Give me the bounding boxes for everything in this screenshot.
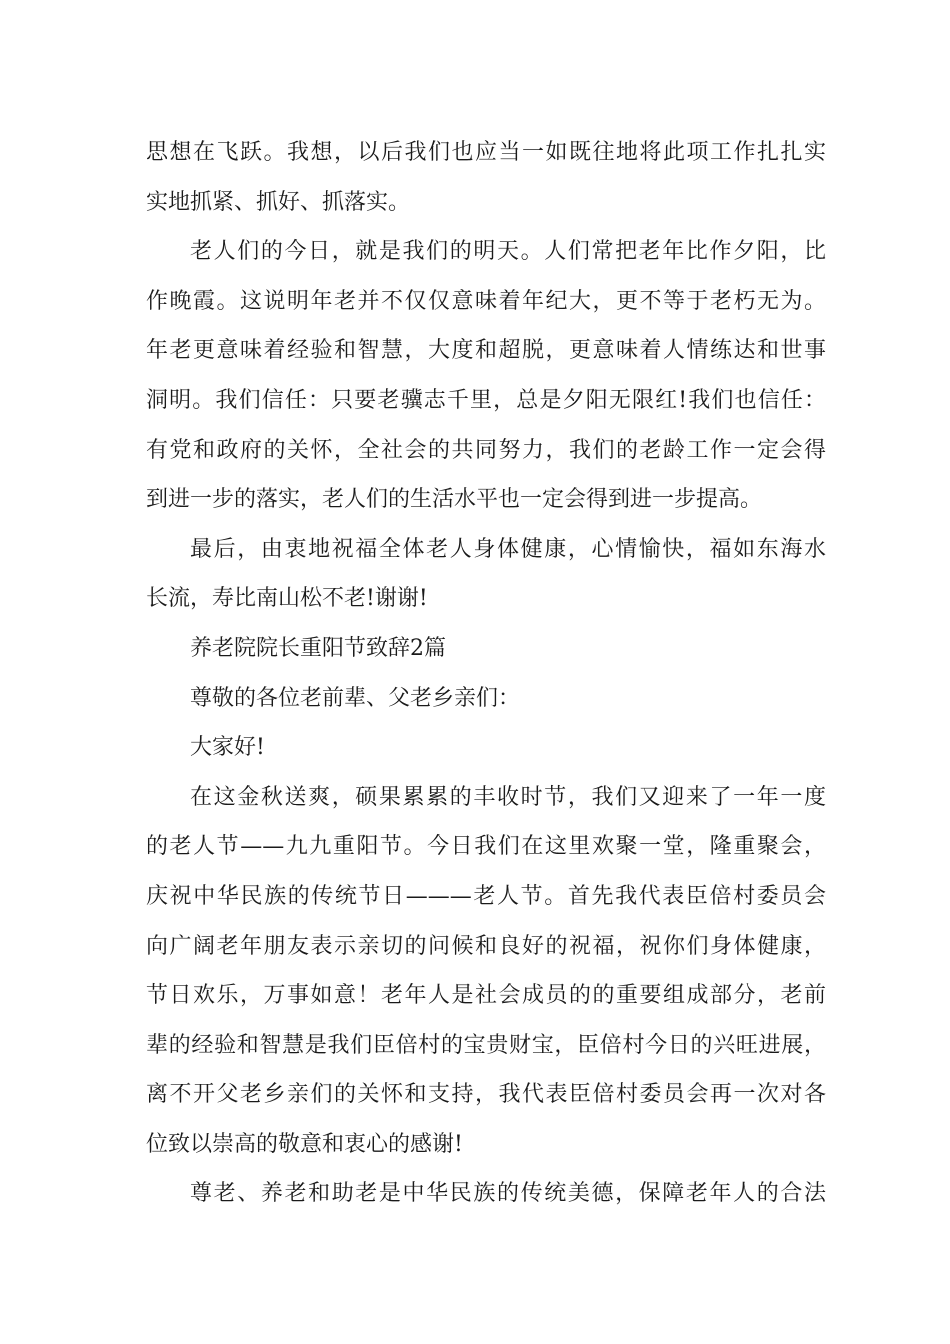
paragraph-start-line: 在这金秋送爽，硕果累累的丰收时节，我们又迎来了一年一度 — [190, 784, 826, 810]
text-line: 节日欢乐，万事如意！老年人是社会成员的的重要组成部分，老前 — [146, 983, 826, 1009]
salutation: 尊敬的各位老前辈、父老乡亲们： — [190, 685, 521, 711]
text-line: 庆祝中华民族的传统节日———老人节。首先我代表臣倍村委员会 — [146, 883, 826, 909]
document-body — [146, 128, 826, 1219]
text-line: 有党和政府的关怀，全社会的共同努力，我们的老龄工作一定会得 — [146, 437, 826, 463]
text-line: 到进一步的落实，老人们的生活水平也一定会得到进一步提高。 — [146, 487, 763, 513]
text-line: 长流，寿比南山松不老!谢谢! — [146, 586, 428, 612]
text-line: 位致以崇高的敬意和衷心的感谢! — [146, 1131, 463, 1157]
text-line: 作晚霞。这说明年老并不仅仅意味着年纪大，更不等于老朽无为。 — [146, 288, 826, 314]
paragraph-start-line: 尊老、养老和助老是中华民族的传统美德，保障老年人的合法 — [190, 1181, 826, 1207]
section-heading: 养老院院长重阳节致辞2篇 — [190, 635, 446, 661]
text-line: 向广阔老年朋友表示亲切的问候和良好的祝福，祝你们身体健康， — [146, 933, 826, 959]
text-line: 离不开父老乡亲们的关怀和支持，我代表臣倍村委员会再一次对各 — [146, 1082, 826, 1108]
text-line: 年老更意味着经验和智慧，大度和超脱，更意味着人情练达和世事 — [146, 338, 826, 364]
paragraph-start-line: 最后，由衷地祝福全体老人身体健康，心情愉快，福如东海水 — [190, 536, 826, 562]
text-line: 的老人节——九九重阳节。今日我们在这里欢聚一堂，隆重聚会， — [146, 834, 826, 860]
text-line: 思想在飞跃。我想，以后我们也应当一如既往地将此项工作扎扎实 — [146, 140, 826, 165]
text-line: 洞明。我们信任：只要老骥志千里，总是夕阳无限红!我们也信任： — [146, 387, 826, 413]
paragraph-start-line: 老人们的今日，就是我们的明天。人们常把老年比作夕阳，比 — [190, 239, 826, 265]
text-line: 辈的经验和智慧是我们臣倍村的宝贵财宝，臣倍村今日的兴旺进展， — [146, 1032, 826, 1058]
text-line: 实地抓紧、抓好、抓落实。 — [146, 189, 411, 215]
greeting: 大家好! — [190, 735, 265, 761]
